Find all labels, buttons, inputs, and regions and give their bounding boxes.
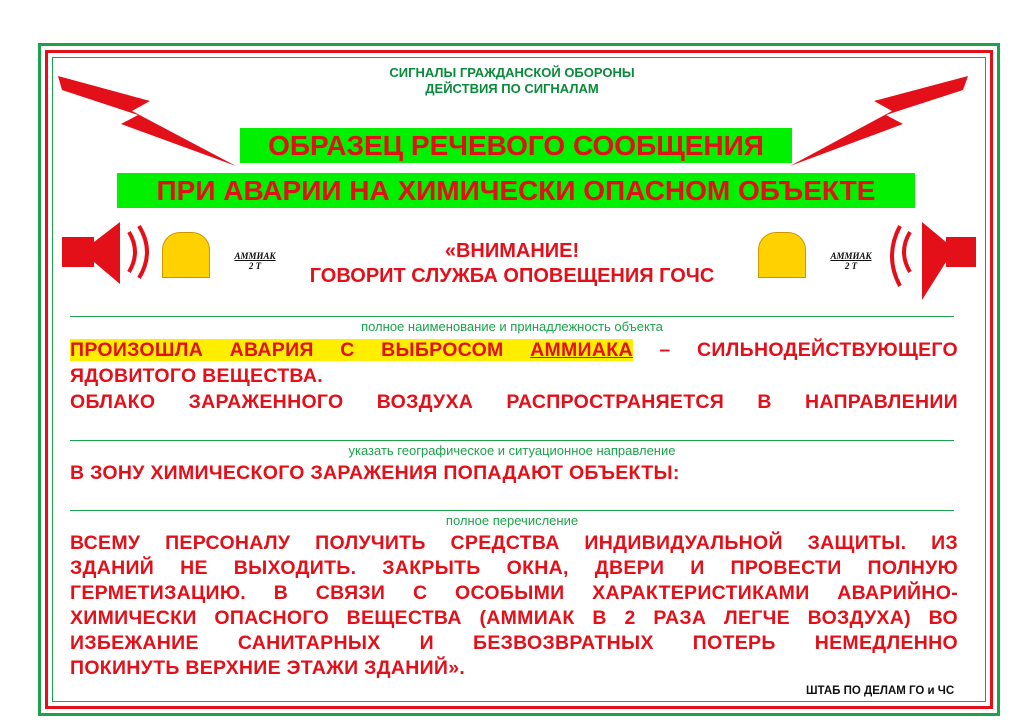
tank-label-substance: АММИАК <box>830 251 872 261</box>
title-banner: ОБРАЗЕЦ РЕЧЕВОГО СООБЩЕНИЯ <box>240 128 792 163</box>
tank-label-mass: 2 Т <box>248 261 262 271</box>
fill-in-line-object <box>70 316 954 317</box>
substance-name: АММИАКА <box>530 339 633 361</box>
accident-suffix: – СИЛЬНОДЕЙСТВУЮЩЕГО <box>632 339 958 361</box>
hint-list: полное перечисление <box>445 513 579 528</box>
tank-label-mass: 2 Т <box>844 261 858 271</box>
signature: ШТАБ ПО ДЕЛАМ ГО и ЧС <box>806 685 955 697</box>
fill-in-line-list <box>70 510 954 511</box>
highlighted-phrase <box>70 339 633 361</box>
hint-direction: указать географическое и ситуационное направление <box>348 443 676 458</box>
subtitle-banner: ПРИ АВАРИИ НА ХИМИЧЕСКИ ОПАСНОМ ОБЪЕКТЕ <box>117 173 915 208</box>
instructions-line: ХИМИЧЕСКИ ОПАСНОГО ВЕЩЕСТВА (АММИАК В 2 РАЗА ЛЕГЧЕ ВОЗДУХА) ВО <box>70 607 958 629</box>
hint-object: полное наименование и принадлежность объекта <box>361 319 663 334</box>
header-subtitle: ДЕЙСТВИЯ ПО СИГНАЛАМ <box>425 81 599 96</box>
message-line-toxic: ЯДОВИТОГО ВЕЩЕСТВА. <box>70 365 323 387</box>
message-contamination-zone: В ЗОНУ ХИМИЧЕСКОГО ЗАРАЖЕНИЯ ПОПАДАЮТ ОБЪЕКТЫ: <box>70 462 680 484</box>
attention-source: ГОВОРИТ СЛУЖБА ОПОВЕЩЕНИЯ ГОЧС <box>309 265 715 287</box>
attention-heading: «ВНИМАНИЕ! <box>444 240 580 262</box>
fill-in-line-direction <box>70 440 954 441</box>
tank-label-substance: АММИАК <box>234 251 276 261</box>
message-cloud-direction: ОБЛАКО ЗАРАЖЕННОГО ВОЗДУХА РАСПРОСТРАНЯЕТСЯ В НАПРАВЛЕНИИ <box>70 391 958 413</box>
instructions-line: ГЕРМЕТИЗАЦИЮ. В СВЯЗИ С ОСОБЫМИ ХАРАКТЕРИСТИКАМИ АВАРИЙНО- <box>70 582 958 604</box>
instructions-line: ИЗБЕЖАНИЕ САНИТАРНЫХ И БЕЗВОЗВРАТНЫХ ПОТЕРЬ НЕМЕДЛЕННО <box>70 632 958 654</box>
instructions-line: ЗДАНИЙ НЕ ВЫХОДИТЬ. ЗАКРЫТЬ ОКНА, ДВЕРИ И ПРОВЕСТИ ПОЛНУЮ <box>70 557 958 579</box>
instructions-line: ПОКИНУТЬ ВЕРХНИЕ ЭТАЖИ ЗДАНИЙ». <box>70 657 466 679</box>
header-title: СИГНАЛЫ ГРАЖДАНСКОЙ ОБОРОНЫ <box>389 65 635 80</box>
accident-prefix: ПРОИЗОШЛА АВАРИЯ С ВЫБРОСОМ <box>70 339 531 361</box>
instructions-line: ВСЕМУ ПЕРСОНАЛУ ПОЛУЧИТЬ СРЕДСТВА ИНДИВИДУАЛЬНОЙ ЗАЩИТЫ. ИЗ <box>70 532 958 554</box>
message-line-accident <box>70 338 958 363</box>
